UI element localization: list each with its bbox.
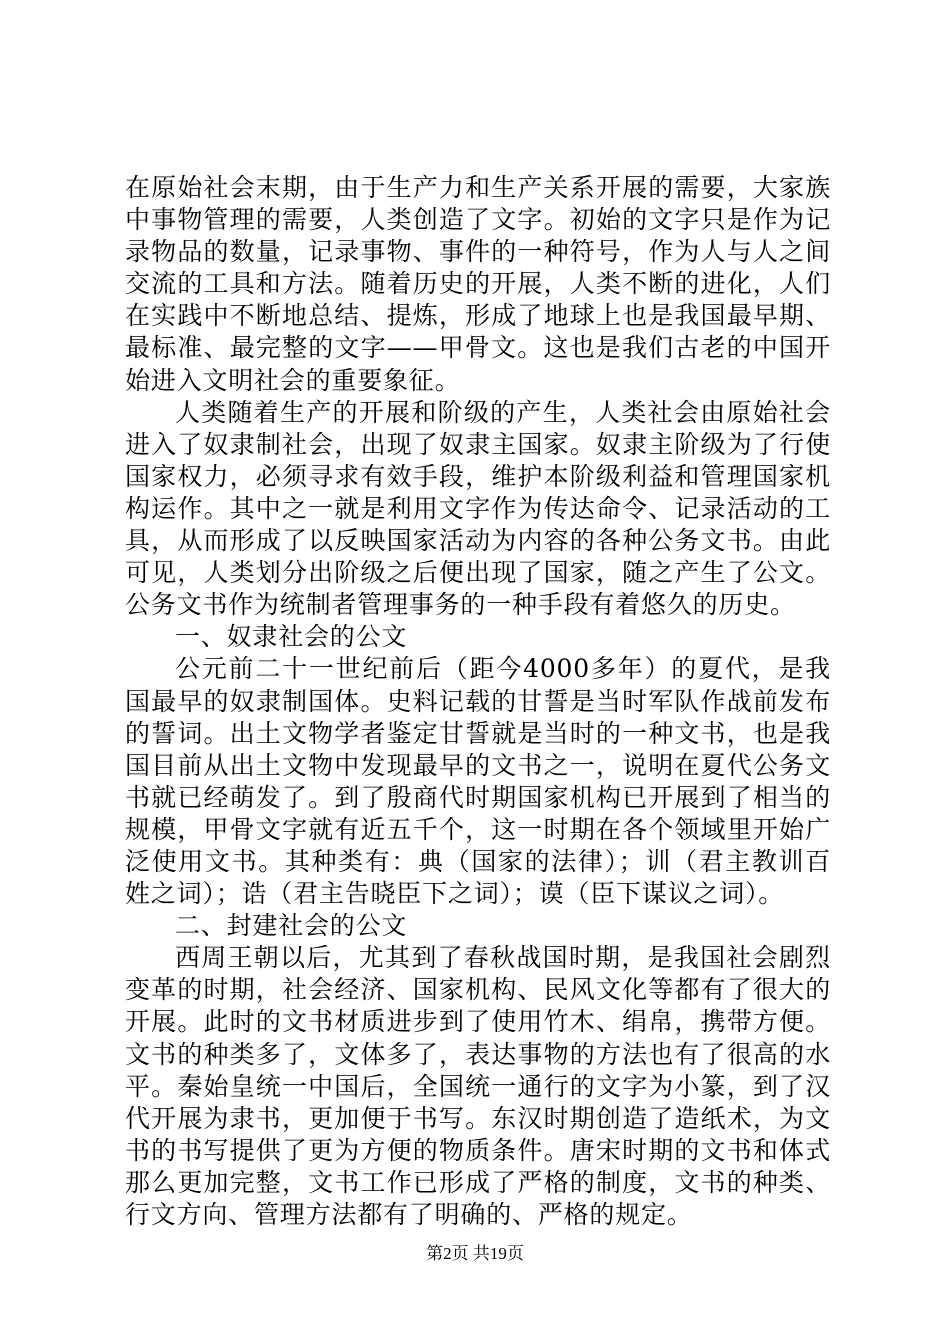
- paragraph-zhou-to-song: 西周王朝以后，尤其到了春秋战国时期，是我国社会剧烈变革的时期，社会经济、国家机构、民风文化等都有了很大的开展。此时的文书材质进步到了使用竹木、绢帛，携带方便。文书的种类多了，文体多了，表达事物的方法也有了很高的水平。秦始皇统一中国后，全国统一通行的文字为小篆，到了汉代开展为隶书，更加便于书写。东汉时期创造了造纸术，为文书的书写提供了更为方便的物质条件。唐宋时期的文书和体式那么更加完整，文书工作已形成了严格的制度，文书的种类、行文方向、管理方法都有了明确的、严格的规定。: [125, 943, 831, 1229]
- document-body: [125, 172, 831, 1231]
- paragraph-xia-shang: 公元前二十一世纪前后（距今4000多年）的夏代，是我国最早的奴隶制国体。史料记载的甘誓是当时军队作战前发布的誓词。出土文物学者鉴定甘誓就是当时的一种文书，也是我国目前从出土文物中发现最早的文书之一，说明在夏代公务文书就已经萌发了。到了殷商代时期国家机构已开展到了相当的规模，甲骨文字就有近五千个，这一时期在各个领域里开始广泛使用文书。其种类有：典（国家的法律）；训（君主教训百姓之词）；诰（君主告晓臣下之词）；谟（臣下谋议之词）。: [125, 654, 831, 909]
- page-number-footer: 第2页 共19页: [426, 1244, 524, 1263]
- paragraph-slave-state-origin: 人类随着生产的开展和阶级的产生，人类社会由原始社会进入了奴隶制社会，出现了奴隶主国家。奴隶主阶级为了行使国家权力，必须寻求有效手段，维护本阶级利益和管理国家机构运作。其中之一就是利用文字作为传达命令、记录活动的工具，从而形成了以反映国家活动为内容的各种公务文书。由此可见，人类划分出阶级之后便出现了国家，随之产生了公文。公务文书作为统制者管理事务的一种手段有着悠久的历史。: [125, 397, 831, 620]
- section-heading-feudal-society: 二、封建社会的公文: [175, 911, 408, 941]
- paragraph-primitive-society: 在原始社会末期，由于生产力和生产关系开展的需要，大家族中事物管理的需要，人类创造了文字。初始的文字只是作为记录物品的数量，记录事物、事件的一种符号，作为人与人之间交流的工具和方法。随着历史的开展，人类不断的进化，人们在实践中不断地总结、提炼，形成了地球上也是我国最早期、最标准、最完整的文字——甲骨文。这也是我们古老的中国开始进入文明社会的重要象征。: [125, 173, 831, 395]
- section-heading-slave-society: 一、奴隶社会的公文: [175, 622, 408, 652]
